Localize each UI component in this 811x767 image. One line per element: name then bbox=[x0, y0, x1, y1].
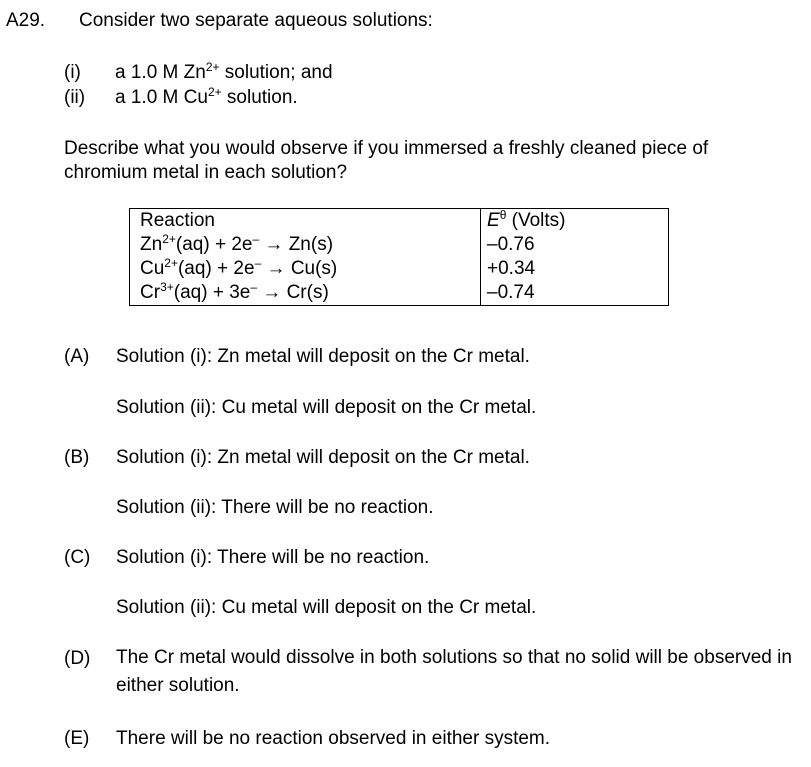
solution-text-ii: a 1.0 M $Cu^{2+}$ solution. bbox=[115, 85, 298, 108]
question-prompt: Describe what you would observe if you immersed a freshly cleaned piece of chromium metal in each solution? bbox=[64, 138, 709, 183]
table-row bbox=[130, 281, 669, 306]
solution-label-ii: (ii) bbox=[64, 87, 86, 108]
potential-cell: –0.76 bbox=[481, 233, 669, 257]
reaction-cell: $Cu^{2+}(aq) + 2e^- \to Cu(s)$ bbox=[130, 257, 481, 281]
question-text: Consider two separate aqueous solutions: bbox=[79, 10, 433, 31]
option-a-line2[interactable]: Solution (ii): Cu metal will deposit on the Cr metal. bbox=[116, 397, 537, 418]
table-row bbox=[130, 257, 669, 281]
header-potential: $E^\theta$ (Volts) bbox=[481, 209, 669, 234]
option-b-line2[interactable]: Solution (ii): There will be no reaction. bbox=[116, 497, 434, 518]
potential-cell: –0.74 bbox=[481, 281, 669, 306]
option-a-label[interactable]: (A) bbox=[64, 346, 90, 367]
option-c-label[interactable]: (C) bbox=[64, 547, 91, 568]
table-header-row bbox=[130, 209, 669, 234]
option-d-text[interactable]: The Cr metal would dissolve in both solutions so that no solid will be observed in either solution. bbox=[116, 647, 792, 696]
table-row bbox=[130, 233, 669, 257]
option-c-line1[interactable]: Solution (i): There will be no reaction. bbox=[116, 547, 430, 568]
solution-text-i: a 1.0 M $Zn^{2+}$ solution; and bbox=[115, 60, 333, 83]
option-d-label[interactable]: (D) bbox=[64, 648, 91, 669]
potential-cell: +0.34 bbox=[481, 257, 669, 281]
header-reaction: Reaction bbox=[130, 209, 481, 234]
option-e-label[interactable]: (E) bbox=[64, 728, 90, 749]
question-number: A29. bbox=[6, 10, 46, 31]
option-b-label[interactable]: (B) bbox=[64, 447, 90, 468]
option-b-line1[interactable]: Solution (i): Zn metal will deposit on the Cr metal. bbox=[116, 447, 530, 468]
option-c-line2[interactable]: Solution (ii): Cu metal will deposit on the Cr metal. bbox=[116, 597, 537, 618]
solution-label-i: (i) bbox=[64, 62, 81, 83]
option-e-text[interactable]: There will be no reaction observed in either system. bbox=[116, 728, 551, 749]
reaction-cell: $Cr^{3+}(aq) + 3e^- \to Cr(s)$ bbox=[130, 281, 481, 306]
reaction-cell: $Zn^{2+}(aq) + 2e^- \to Zn(s)$ bbox=[130, 233, 481, 257]
option-a-line1[interactable]: Solution (i): Zn metal will deposit on the Cr metal. bbox=[116, 346, 530, 367]
reduction-potential-table bbox=[129, 208, 669, 306]
